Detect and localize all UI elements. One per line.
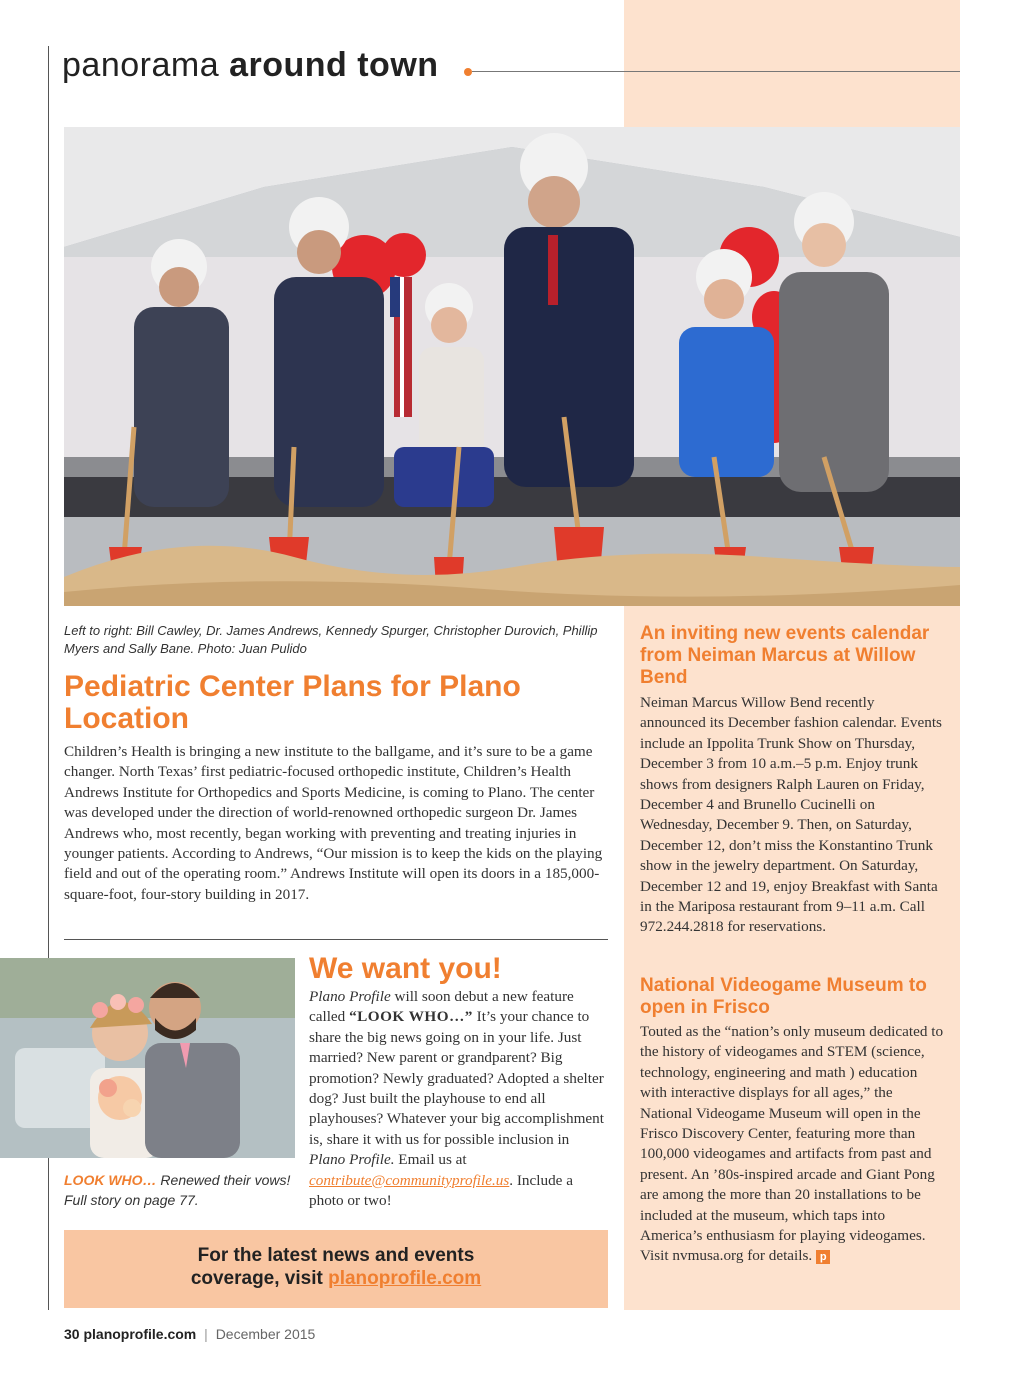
footer-date: December 2015 xyxy=(215,1326,316,1342)
footer-separator: | xyxy=(204,1326,208,1342)
banner-line-2 xyxy=(64,1267,608,1290)
section-header xyxy=(62,46,439,85)
wwy-text-1: will soon debut a new feature called xyxy=(309,988,574,1026)
footer-site: planoprofile.com xyxy=(83,1326,197,1342)
header-dot-icon xyxy=(464,68,472,76)
wwy-text-4: . Include a photo or two! xyxy=(309,1171,573,1210)
couple-caption-lead: LOOK WHO… xyxy=(64,1172,157,1188)
neiman-headline: An inviting new events calendar from Neiman Marcus at Willow Bend xyxy=(640,623,930,688)
neiman-body: Neiman Marcus Willow Bend recently announced its December fashion calendar. Events include an Ippolita Trunk Show on Thursday, December 3 from 10 a.m.–5 p.m. Enjoy trunk shows from designers Ralph Lauren on Friday, December 4 and Brunello Cucinelli on Wednesday, December 9. Then, on Saturday, December 12, don’t miss the Konstantino Trunk show in the jewelry department. On Saturday, December 12 and 19, enjoy Breakfast with Santa in the Mariposa restaurant from 9–11 a.m. Call 972.244.2818 for reservations. xyxy=(640,694,942,936)
couple-caption-rest: Renewed their vows! Full story on page 77. xyxy=(64,1172,291,1208)
groundbreaking-photo xyxy=(64,127,960,606)
banner-line-2-prefix: coverage, visit xyxy=(190,1268,329,1289)
videogame-body xyxy=(640,1022,944,1267)
main-article-body: Children’s Health is bringing a new institute to the ballgame, and it’s sure to be a game changer. North Texas’ first pediatric-focused orthopedic institute, Children’s Health Andrews Institute for Orthopedics and Sports Medicine, is coming to Plano. The center was developed under the direction of world-renowned orthopedic surgeon Dr. James Andrews who, most recently, began working with preventing and treating injuries in younger patients. According to Andrews, “Our mission is to keep the kids on the playing field and out of the operating room.” Andrews Institute will open its doors in a 185,000-square-foot, four-story building in 2017. xyxy=(64,743,603,903)
feature-name: “LOOK WHO…” xyxy=(349,1008,473,1026)
mid-rule xyxy=(64,939,608,940)
wwy-text-2: It’s your chance to share the big news going on in your life. Just married? New parent or grandparent? Big promotion? Newly graduated? Adopted a shelter dog? Just built the playhouse to end all playhouses? Whatever your big accomplishment is, share it with us for possible inclusion in xyxy=(309,1008,604,1148)
planoprofile-link[interactable]: planoprofile.com xyxy=(328,1268,482,1289)
pub-name-2: Plano Profile. xyxy=(309,1151,395,1169)
videogame-headline: National Videogame Museum to open in Frisco xyxy=(640,975,927,1018)
pub-name: Plano Profile xyxy=(309,988,391,1005)
main-article-headline: Pediatric Center Plans for Plano Location xyxy=(64,670,521,735)
end-mark-icon: p xyxy=(816,1250,830,1264)
videogame-body-text: Touted as the “nation’s only museum dedicated to the history of videogames and STEM (science, technology, engineering and math ) education with interactive displays for all ages,” the National Videogame Museum will open in the Frisco Discovery Center, featuring more than 100,000 videogames and artifacts from past and present. An ’80s-inspired arcade and Giant Pong are among the more than 20 installations to be included at the museum, which taps into America’s enthusiasm for playing videogames. Visit nvmusa.org for details. xyxy=(640,1023,944,1265)
section-header-light: panorama xyxy=(62,46,220,84)
photo-caption: Left to right: Bill Cawley, Dr. James Andrews, Kennedy Spurger, Christopher Durovich, Phillip Myers and Sally Bane. Photo: Juan Pulido xyxy=(64,623,598,656)
couple-photo-illustration xyxy=(0,958,295,1158)
we-want-you-headline: We want you! xyxy=(309,952,502,985)
contribute-email-link[interactable]: contribute@communityprofile.us xyxy=(309,1171,510,1189)
page-footer xyxy=(64,1326,315,1342)
couple-photo xyxy=(0,958,295,1158)
page-number: 30 xyxy=(64,1326,80,1342)
we-want-you-body xyxy=(309,987,609,1211)
banner-line-1: For the latest news and events xyxy=(197,1245,475,1266)
section-header-bold: around town xyxy=(229,46,439,84)
couple-caption xyxy=(64,1170,294,1210)
groundbreaking-photo-illustration xyxy=(64,127,960,606)
news-banner xyxy=(64,1230,608,1308)
wwy-text-3: Email us at xyxy=(394,1151,467,1169)
header-rule xyxy=(472,71,960,72)
